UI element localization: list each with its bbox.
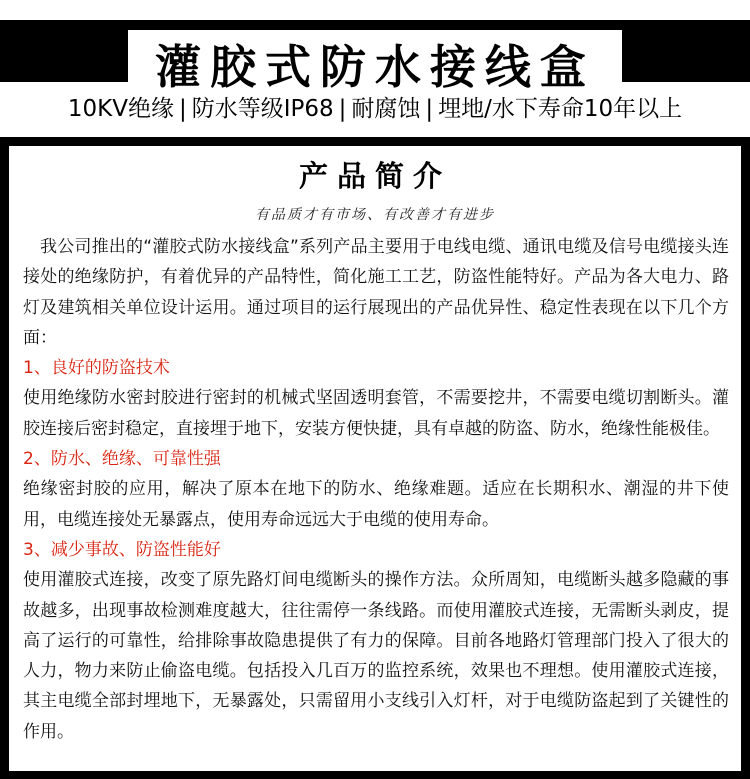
- separator: |: [178, 96, 187, 122]
- point-2-body: 绝缘密封胶的应用，解决了原本在地下的防水、绝缘难题。适应在长期积水、潮湿的井下使用，电缆连接处无暴露点，使用寿命远远大于电缆的使用寿命。: [23, 479, 729, 530]
- feature-lifespan: 埋地/水下寿命10年以上: [438, 96, 683, 122]
- intro-paragraph: 我公司推出的“灌胶式防水接线盒”系列产品主要用于电线电缆、通讯电缆及信号电缆接头连接处的绝缘防护，有着优异的产品特性，简化施工工艺，防盗性能特好。产品为各大电力、路灯及建筑相关单位设计运用。通过项目的运行展现出的产品优异性、稳定性表现在以下几个方面：: [23, 237, 729, 348]
- point-1-body: 使用绝缘防水密封胶进行密封的机械式坚固透明套管，不需要挖井，不需要电缆切割断头。灌胶连接后密封稳定，直接埋于地下，安装方便快捷，具有卓越的防盗、防水，绝缘性能极佳。: [23, 388, 729, 439]
- point-1-heading: 1、良好的防盗技术: [23, 358, 170, 379]
- feature-waterproof: 防水等级IP68: [191, 96, 334, 122]
- title-band: [0, 20, 750, 94]
- feature-insulation: 10KV绝缘: [67, 96, 174, 122]
- title-box: [128, 30, 622, 97]
- page-title: 灌胶式防水接线盒: [155, 39, 595, 94]
- point-3-body: 使用灌胶式连接，改变了原先路灯间电缆断头的操作方法。众所周知，电缆断头越多隐藏的事故越多，出现事故检测难度越大，往往需停一条线路。而使用灌胶式连接，无需断头剥皮，提高了运行的可靠性，给排除事故隐患提供了有力的保障。目前各地路灯管理部门投入了很大的人力，物力来防止偷盗电缆。包括投入几百万的监控系统，效果也不理想。使用灌胶式连接，其主电缆全部封埋地下，无暴露处，只需留用小支线引入灯杆，对于电缆防盗起到了关键性的作用。: [23, 570, 729, 742]
- separator: |: [425, 96, 434, 122]
- separator: |: [338, 96, 347, 122]
- header: [0, 0, 750, 137]
- point-3-heading: 3、减少事故、防盗性能好: [23, 539, 221, 560]
- tagline: 有品质才有市场、有改善才有进步: [255, 207, 495, 223]
- point-2-heading: 2、防水、绝缘、可靠性强: [23, 449, 221, 470]
- feature-line: [0, 90, 750, 128]
- content-body: [23, 232, 729, 747]
- feature-corrosion: 耐腐蚀: [351, 96, 421, 122]
- section-title: 产品简介: [298, 159, 451, 193]
- intro-panel: [9, 146, 741, 771]
